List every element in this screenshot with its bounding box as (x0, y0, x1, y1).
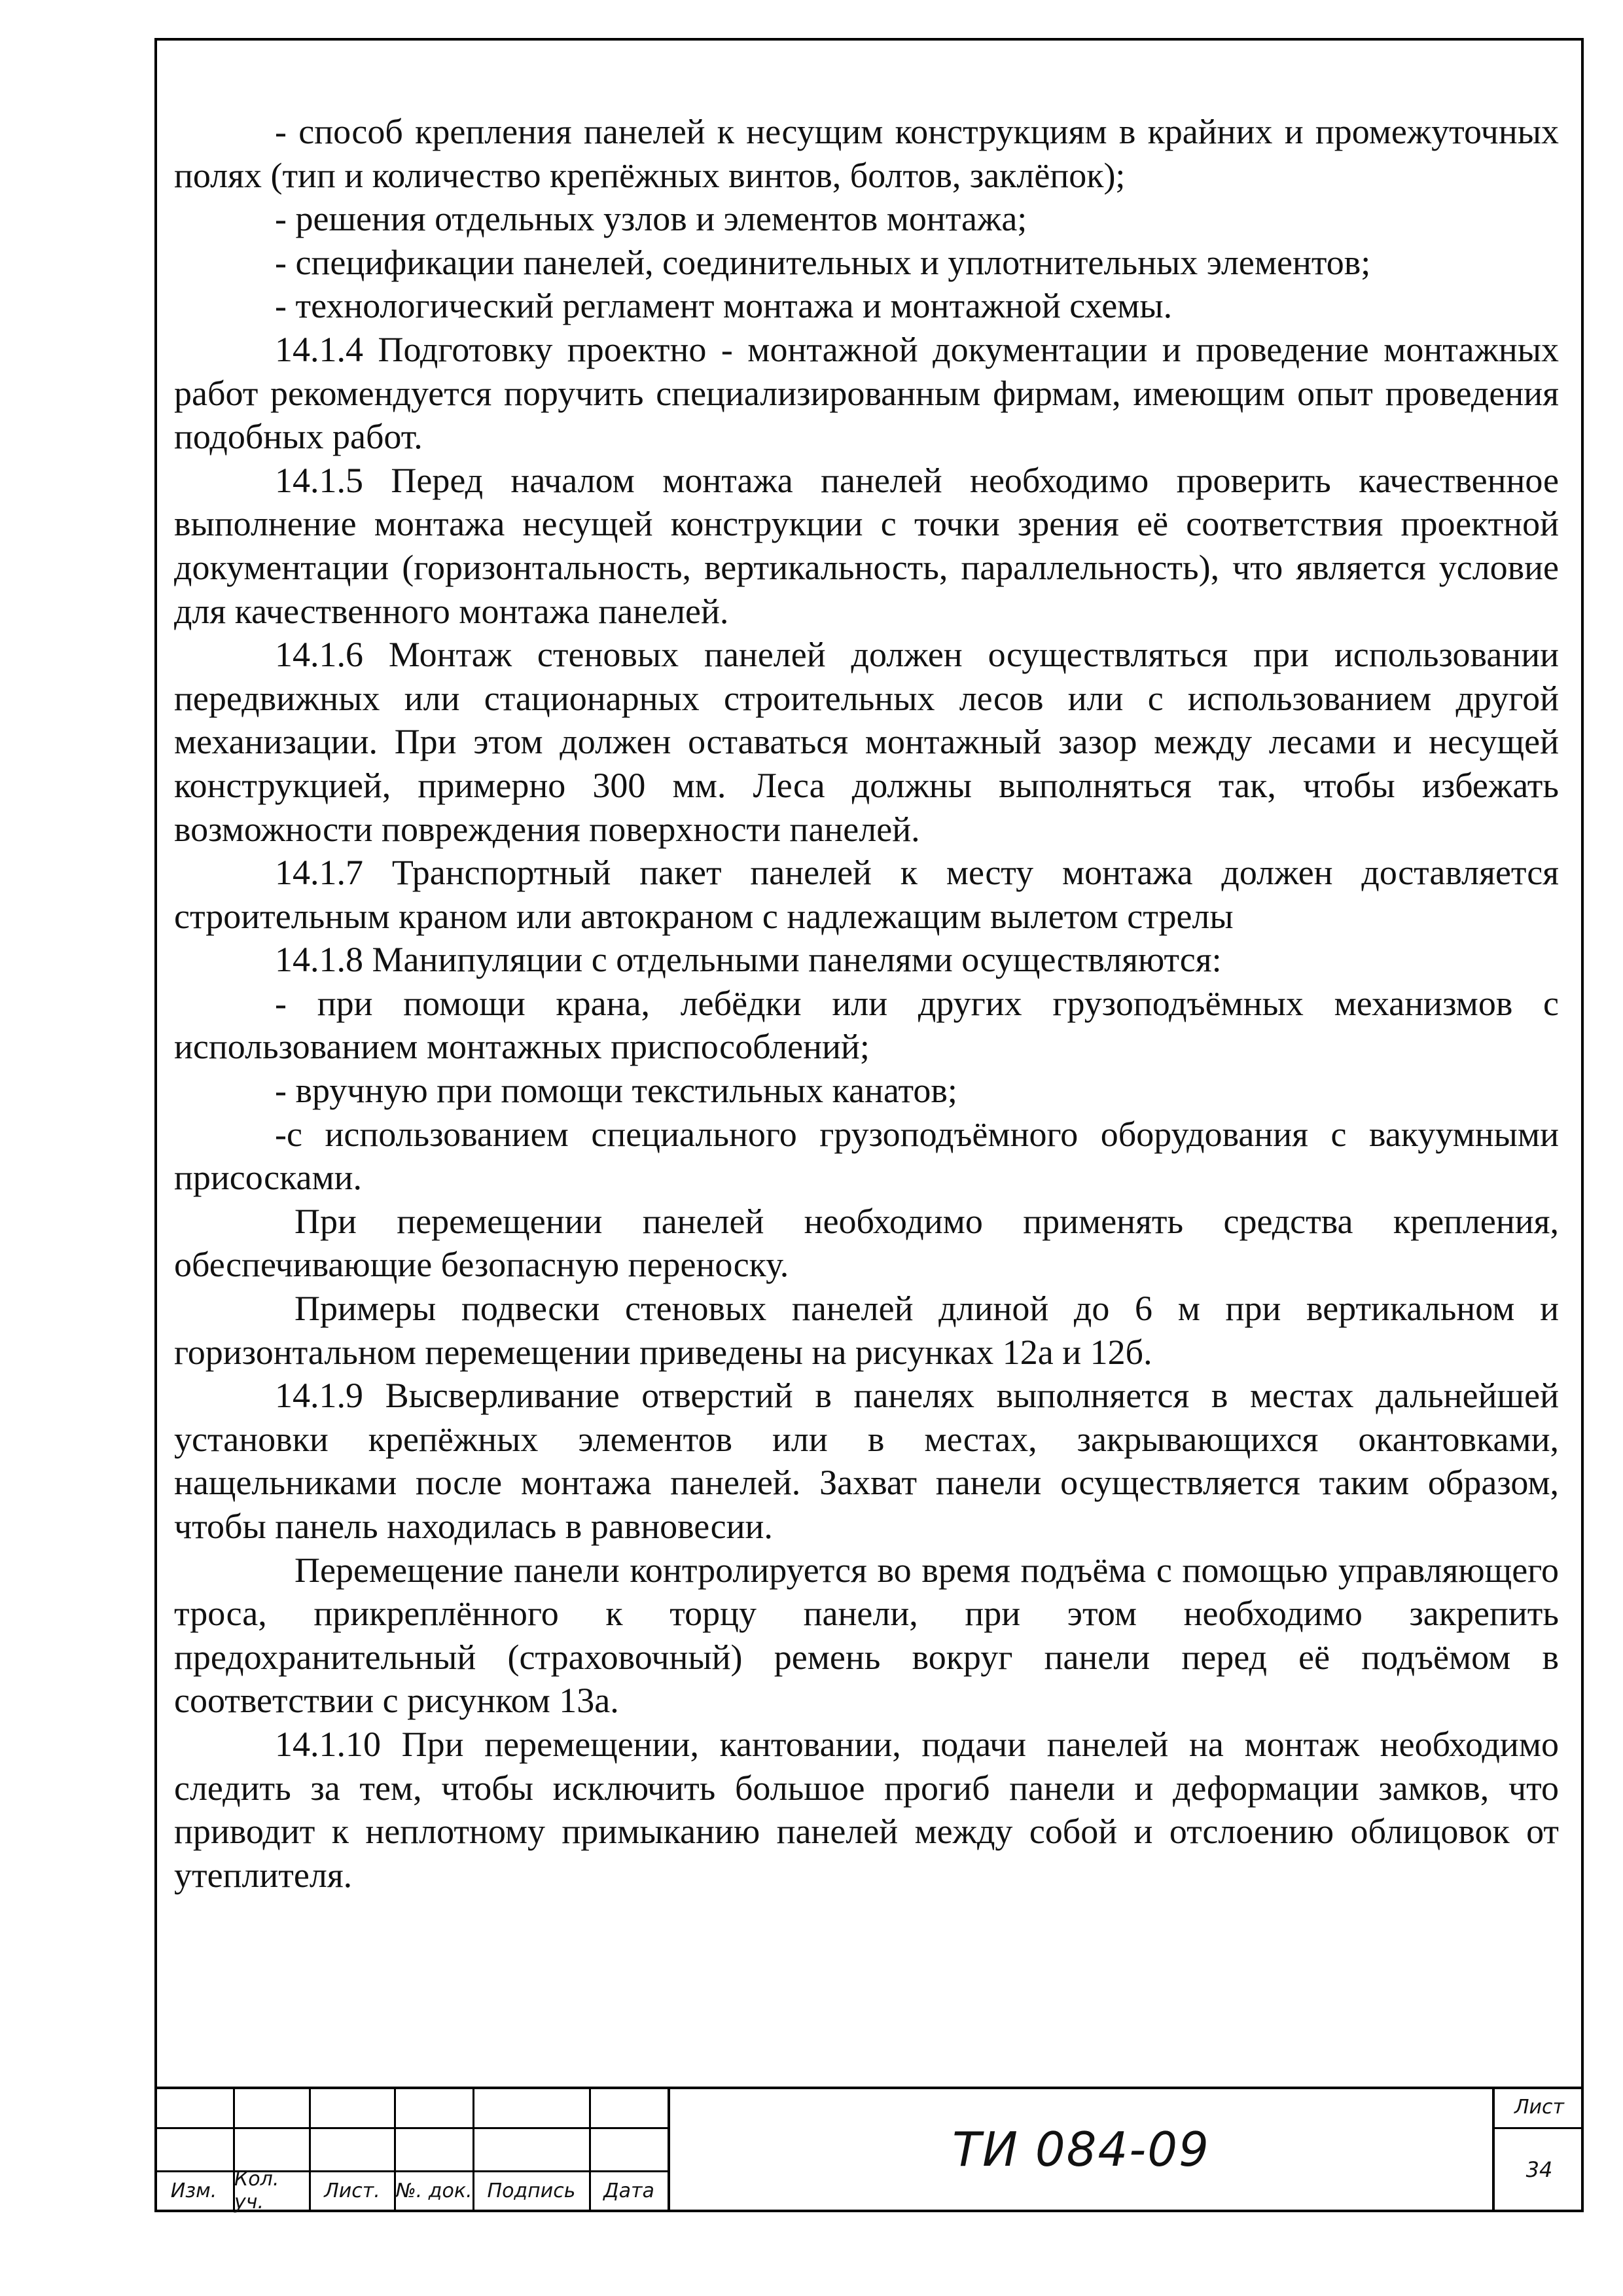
paragraph: При перемещении панелей необходимо применять средства крепления, обеспечивающие безопасную переноску. (174, 1201, 1559, 1285)
paragraph: 14.1.5 Перед началом монтажа панелей необходимо проверить качественное выполнение монтажа несущей конструкции с точки зрения её соответствия проектной документации (горизонтальность, вертикальность, параллельность), что является условие для качественного монтажа панелей. (174, 460, 1559, 631)
paragraph: 14.1.9 Высверливание отверстий в панелях выполняется в местах дальнейшей установки крепёжных элементов или в местах, закрывающихся окантовками, нащельниками после монтажа панелей. Захват панели осуществляется таким образом, чтобы панель находилась в равновесии. (174, 1376, 1559, 1546)
stamp-col-label: Дата (603, 2179, 654, 2202)
stamp-col-label: Изм. (170, 2179, 217, 2202)
document-body (174, 110, 1559, 1897)
document-code: ТИ 084-09 (952, 2122, 1210, 2177)
paragraph: 14.1.4 Подготовку проектно - монтажной документации и проведение монтажных работ рекомендуется поручить специализированным фирмам, имеющим опыт проведения подобных работ. (174, 329, 1559, 457)
paragraph: 14.1.10 При перемещении, кантовании, подачи панелей на монтаж необходимо следить за тем, чтобы исключить большое прогиб панели и деформации замков, что приводит к неплотному примыканию панелей между собой и отслоению облицовок от утеплителя. (174, 1724, 1559, 1895)
paragraph: Перемещение панели контролируется во время подъёма с помощью управляющего троса, прикреплённого к торцу панели, при этом необходимо закрепить предохранительный (страховочный) ремень вокруг панели перед её подъёмом в соответствии с рисунком 13а. (174, 1550, 1559, 1721)
sheet-number: 34 (1525, 2157, 1553, 2182)
paragraph: 14.1.8 Манипуляции с отдельными панелями осуществляются: (275, 940, 1222, 980)
stamp-col-label: №. док. (395, 2179, 473, 2202)
paragraph: - способ крепления панелей к несущим конструкциям в крайних и промежуточных полях (тип и количество крепёжных винтов, болтов, заклёпок); (174, 112, 1559, 195)
paragraph: 14.1.7 Транспортный пакет панелей к месту монтажа должен доставляется строительным краном или автокраном с надлежащим вылетом стрелы (174, 853, 1559, 936)
paragraph: Примеры подвески стеновых панелей длиной до 6 м при вертикальном и горизонтальном перемещении приведены на рисунках 12а и 12б. (174, 1289, 1559, 1372)
paragraph: - спецификации панелей, соединительных и уплотнительных элементов; (275, 242, 1371, 282)
paragraph: 14.1.6 Монтаж стеновых панелей должен осуществляться при использовании передвижных или стационарных строительных лесов или с использованием другой механизации. При этом должен оставаться монтажный зазор между лесами и несущей конструкцией, примерно 300 мм. Леса должны выполняться так, чтобы избежать возможности повреждения поверхности панелей. (174, 635, 1559, 849)
paragraph: - при помощи крана, лебёдки или других грузоподъёмных механизмов с использованием монтажных приспособлений; (174, 983, 1559, 1067)
stamp-col-label: Лист. (324, 2179, 380, 2202)
sheet-label: Лист (1514, 2095, 1565, 2119)
paragraph: - решения отдельных узлов и элементов монтажа; (275, 199, 1027, 239)
paragraph: - технологический регламент монтажа и монтажной схемы. (275, 286, 1173, 326)
stamp-col-label: Подпись (487, 2179, 576, 2202)
paragraph: - вручную при помощи текстильных канатов; (275, 1071, 957, 1111)
paragraph: -с использованием специального грузоподъёмного оборудования с вакуумными присосками. (174, 1114, 1559, 1198)
title-block (154, 2087, 1584, 2212)
stamp-col-label: Кол. уч. (234, 2168, 279, 2214)
